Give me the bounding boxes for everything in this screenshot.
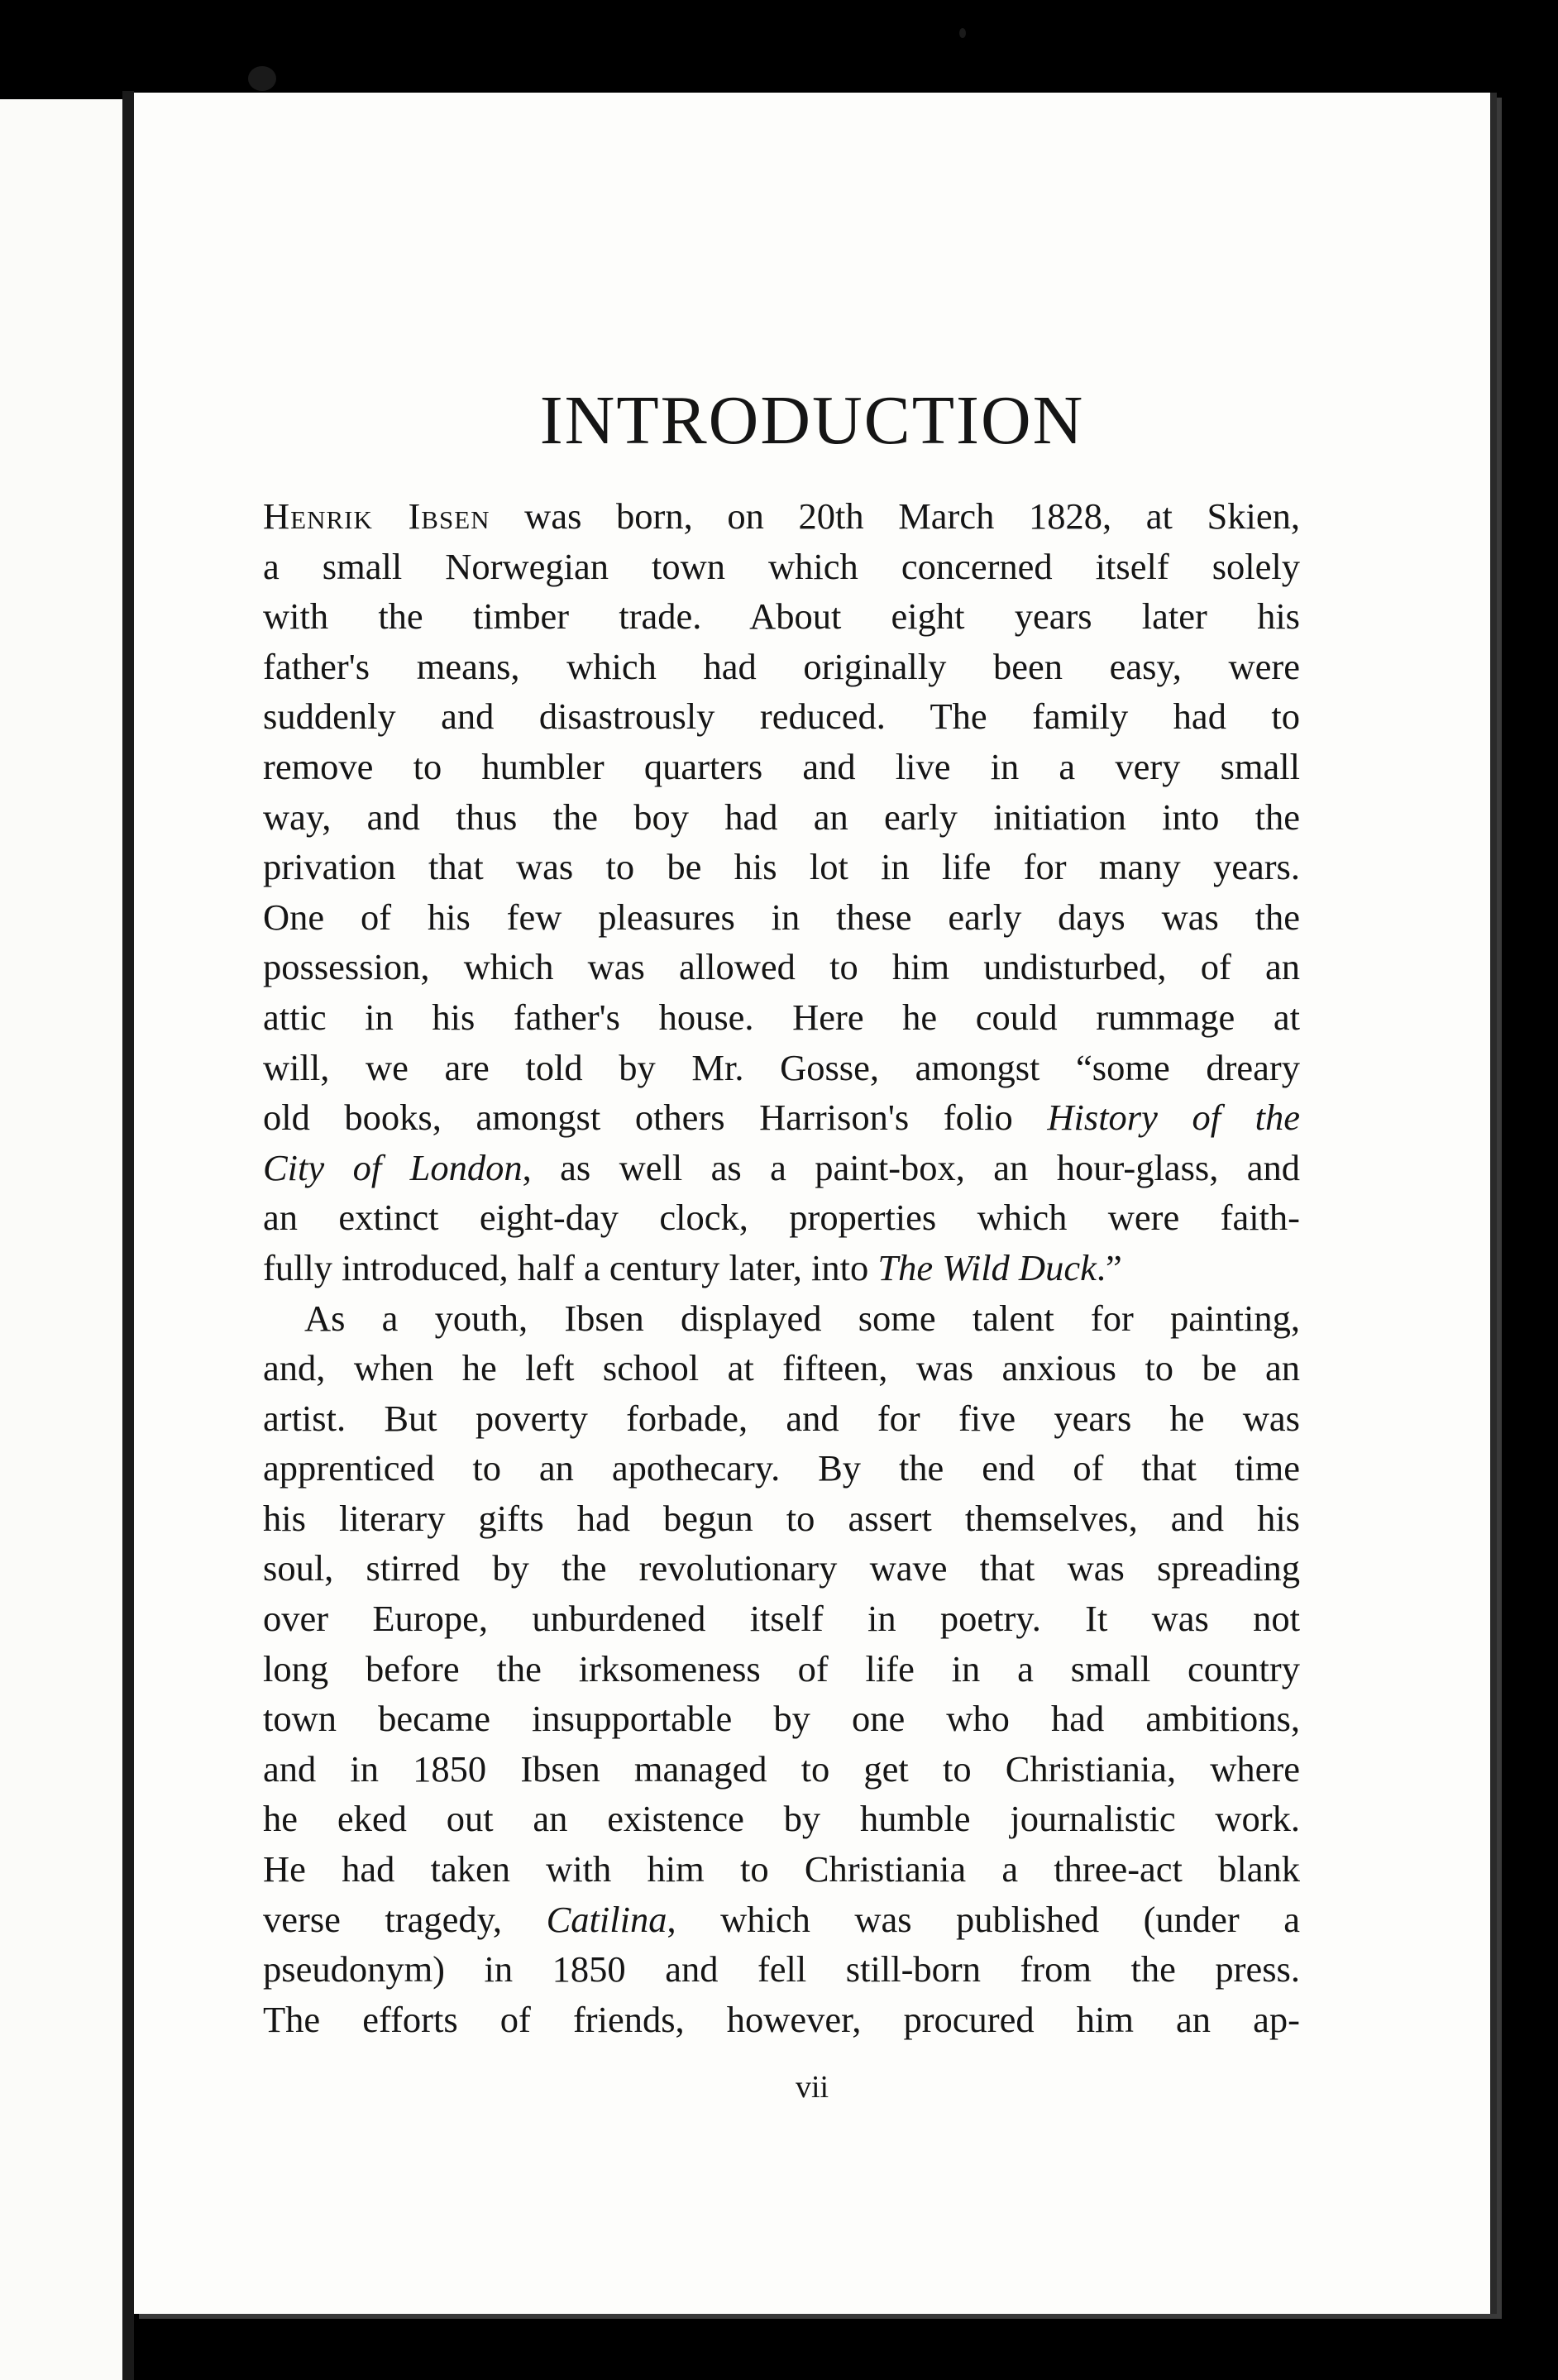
text-line: soul, stirred by the revolutionary wave that was spreading (263, 1547, 1300, 1589)
text-line: will, we are told by Mr. Gosse, amongst “some dreary (263, 1046, 1300, 1088)
text-line: apprenticed to an apothecary. By the end of that time (263, 1447, 1300, 1489)
text-line: and in 1850 Ibsen managed to get to Christiania, where (263, 1747, 1300, 1790)
page-number: vii (795, 2070, 829, 2105)
book-title: City of London (263, 1146, 523, 1188)
text-line: He had taken with him to Christiania a three-act blank (263, 1848, 1300, 1890)
text-line: The efforts of friends, however, procured him an ap- (263, 1998, 1300, 2040)
scan-speck (248, 66, 276, 91)
play-title: Catilina (546, 1898, 667, 1940)
text-line: an extinct eight-day clock, properties which were faith- (263, 1197, 1300, 1239)
text-line: and, when he left school at fifteen, was anxious to be an (263, 1347, 1300, 1389)
text-line: long before the irksomeness of life in a small country (263, 1647, 1300, 1689)
facing-page-edge (0, 99, 122, 2380)
author-name: Henrik Ibsen (263, 495, 490, 537)
scan-speck (959, 28, 966, 38)
introduction-text (263, 491, 1300, 2044)
text-line: One of his few pleasures in these early days was the (263, 896, 1300, 938)
text-line: artist. But poverty forbade, and for five years he was (263, 1397, 1300, 1439)
text-line: a small Norwegian town which concerned itself solely (263, 545, 1300, 587)
text-line: As a youth, Ibsen displayed some talent for painting, (304, 1297, 1300, 1339)
text-line: remove to humbler quarters and live in a very small (263, 745, 1300, 787)
text-line: old books, amongst others Harrison's folio History of the (263, 1097, 1300, 1139)
text-line: City of London, as well as a paint-box, an hour-glass, and (263, 1146, 1300, 1188)
text-line: possession, which was allowed to him undisturbed, of an (263, 946, 1300, 988)
text-line: pseudonym) in 1850 and fell still-born from the press. (263, 1948, 1300, 1991)
text-line: privation that was to be his lot in life for many years. (263, 846, 1300, 888)
book-title: History of the (1047, 1097, 1300, 1139)
page-title: INTRODUCTION (539, 382, 1085, 459)
text-line: over Europe, unburdened itself in poetry. It was not (263, 1598, 1300, 1640)
text-line: fully introduced, half a century later, into The Wild Duck.” (263, 1246, 1122, 1288)
book-gutter (122, 91, 134, 2380)
text-line: he eked out an existence by humble journalistic work. (263, 1798, 1300, 1840)
text-line: verse tragedy, Catilina, which was published (under a (263, 1898, 1300, 1940)
play-title: The Wild Duck (877, 1246, 1097, 1288)
text-line: suddenly and disastrously reduced. The family had to (263, 695, 1300, 738)
text-line: with the timber trade. About eight years later his (263, 595, 1300, 638)
text-line: Henrik Ibsen was born, on 20th March 1828, at Skien, (263, 495, 1300, 537)
text-line: his literary gifts had begun to assert themselves, and his (263, 1497, 1300, 1539)
text-line: town became insupportable by one who had ambitions, (263, 1698, 1300, 1740)
book-page (134, 93, 1497, 2314)
text-line: way, and thus the boy had an early initiation into the (263, 796, 1300, 838)
text-line: father's means, which had originally been easy, were (263, 645, 1300, 687)
text-line: attic in his father's house. Here he could rummage at (263, 996, 1300, 1038)
